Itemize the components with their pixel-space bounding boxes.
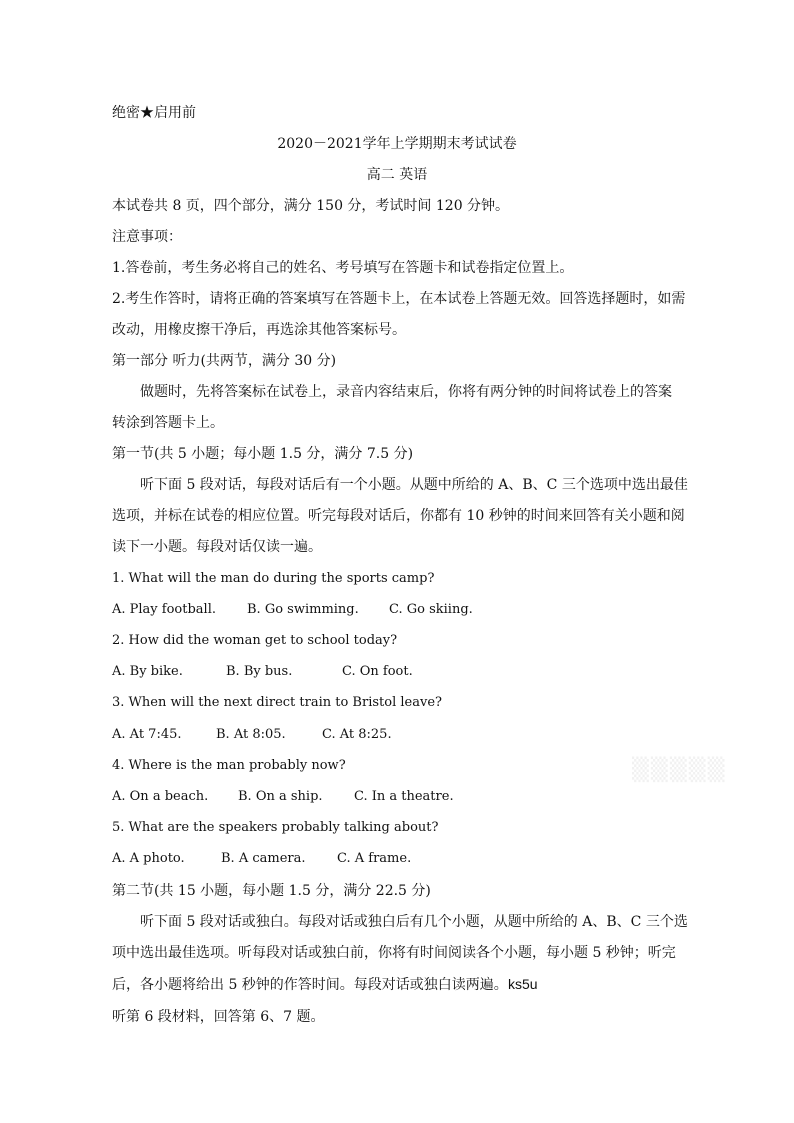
question-3-options xyxy=(112,726,392,744)
question-2: 2. How did the woman get to school today? xyxy=(112,633,398,648)
option-b: B. Go swimming. xyxy=(247,602,359,617)
question-1: 1. What will the man do during the sports camp? xyxy=(112,571,435,586)
question-4-options xyxy=(112,788,454,806)
section2-instruction-line-2: 项中选出最佳选项。听每段对话或独白前，你将有时间阅读各个小题，每小题 5 秒钟；听完 xyxy=(112,945,676,961)
part1-instruction-line-1: 做题时，先将答案标在试卷上，录音内容结束后，你将有两分钟的时间将试卷上的答案 xyxy=(140,384,672,400)
section1-title: 第一节(共 5 小题；每小题 1.5 分，满分 7.5 分) xyxy=(112,446,414,462)
exam-summary: 本试卷共 8 页，四个部分，满分 150 分，考试时间 120 分钟。 xyxy=(112,198,510,214)
subject-title: 高二 英语 xyxy=(366,167,428,183)
section2-title: 第二节(共 15 小题，每小题 1.5 分，满分 22.5 分) xyxy=(112,883,431,899)
option-a: A. Play football. xyxy=(112,602,216,617)
option-c: C. On foot. xyxy=(342,664,413,679)
part1-instruction-line-2: 转涂到答题卡上。 xyxy=(112,415,224,431)
option-a: A. A photo. xyxy=(112,851,185,866)
note-1: 1.答卷前，考生务必将自己的姓名、考号填写在答题卡和试卷指定位置上。 xyxy=(112,260,574,276)
note-2-line-1: 2.考生作答时，请将正确的答案填写在答题卡上，在本试卷上答题无效。回答选择题时，如需 xyxy=(112,291,686,307)
option-c: C. In a theatre. xyxy=(354,789,454,804)
option-b: B. By bus. xyxy=(226,664,293,679)
note-2-line-2: 改动，用橡皮擦干净后，再选涂其他答案标号。 xyxy=(112,322,406,338)
question-4: 4. Where is the man probably now? xyxy=(112,758,346,773)
part1-title: 第一部分 听力(共两节，满分 30 分) xyxy=(112,353,337,369)
ks5u-mark: ks5u xyxy=(508,976,538,992)
material-6-instruction: 听第 6 段材料，回答第 6、7 题。 xyxy=(112,1009,325,1025)
notes-title: 注意事项： xyxy=(112,229,182,245)
section2-instruction-line-3: 后，各小题将给出 5 秒钟的作答时间。每段对话或独白读两遍。 xyxy=(112,977,508,993)
option-c: C. At 8:25. xyxy=(322,727,392,742)
option-a: A. At 7:45. xyxy=(112,727,182,742)
confidential-label: 绝密★启用前 xyxy=(112,105,196,121)
section1-instruction-line-3: 读下一小题。每段对话仅读一遍。 xyxy=(112,539,322,555)
option-a: A. On a beach. xyxy=(112,789,209,804)
question-5-options xyxy=(112,850,411,868)
option-b: B. On a ship. xyxy=(238,789,323,804)
option-c: C. Go skiing. xyxy=(389,602,473,617)
section1-instruction-line-2: 选项，并标在试卷的相应位置。听完每段对话后，你都有 10 秒钟的时间来回答有关小题和阅 xyxy=(112,508,685,524)
option-c: C. A frame. xyxy=(337,851,412,866)
section1-instruction-line-1: 听下面 5 段对话，每段对话后有一个小题。从题中所给的 A、B、C 三个选项中选出最佳 xyxy=(140,477,688,493)
exam-title: 2020－2021学年上学期期末考试试卷 xyxy=(277,136,517,152)
section2-instruction-line-1: 听下面 5 段对话或独白。每段对话或独白后有几个小题，从题中所给的 A、B、C 三个选 xyxy=(140,914,688,930)
faint-watermark: ▒▒▒▒▒ xyxy=(632,758,727,783)
question-3: 3. When will the next direct train to Bristol leave? xyxy=(112,695,442,710)
question-1-options xyxy=(112,601,473,619)
question-5: 5. What are the speakers probably talking about? xyxy=(112,820,439,835)
option-a: A. By bike. xyxy=(112,664,183,679)
question-2-options xyxy=(112,663,413,681)
option-b: B. At 8:05. xyxy=(216,727,286,742)
option-b: B. A camera. xyxy=(221,851,306,866)
